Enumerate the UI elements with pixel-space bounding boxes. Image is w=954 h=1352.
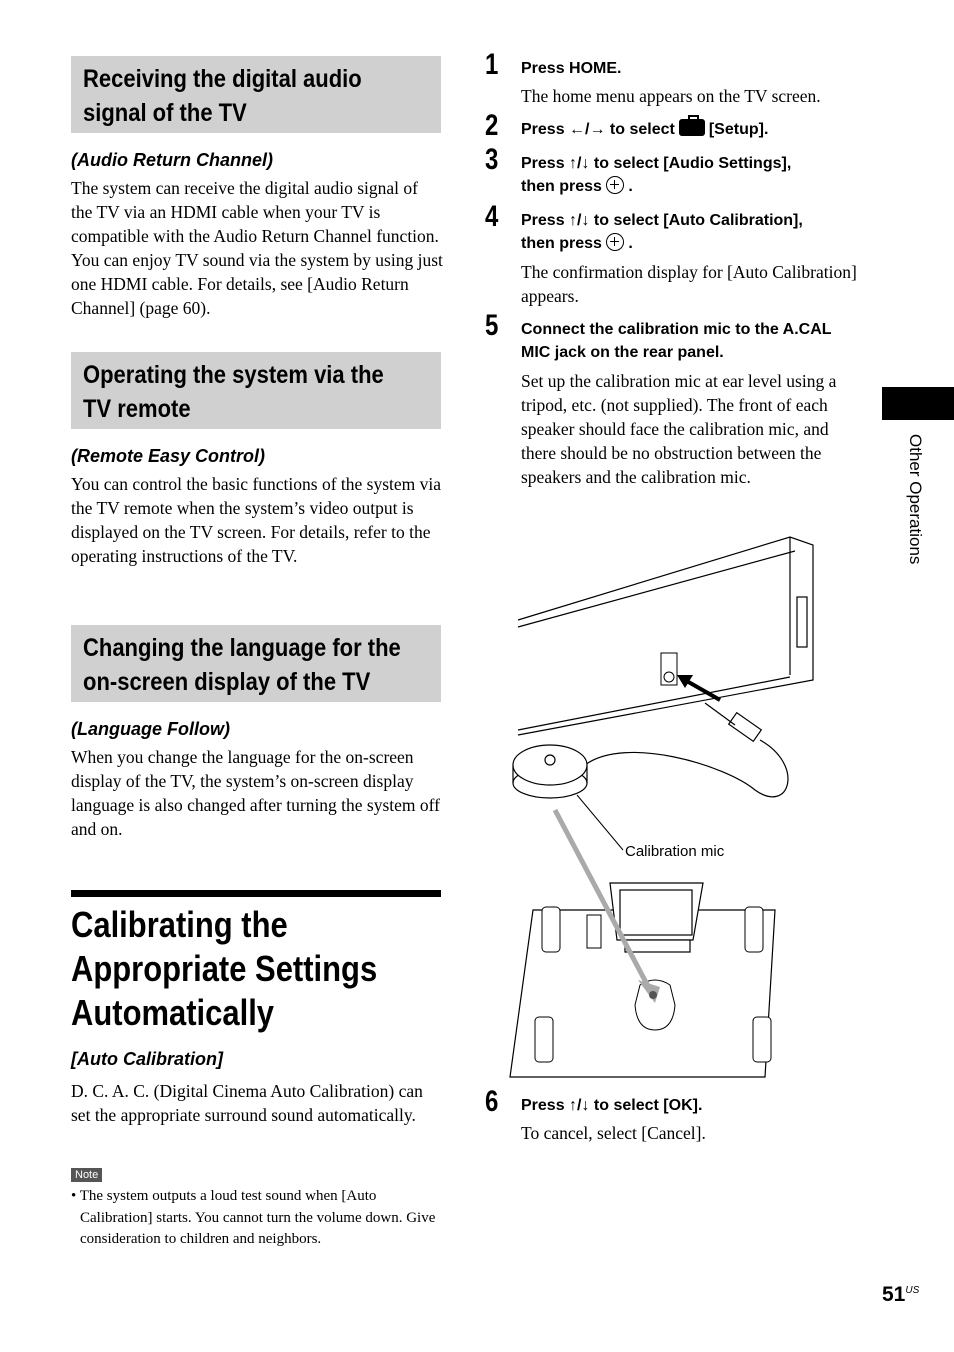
step-body: To cancel, select [Cancel]. bbox=[521, 1123, 706, 1143]
step-number: 3 bbox=[485, 143, 499, 176]
step-heading-line: Press ↑/↓ to select [Auto Calibration], bbox=[521, 212, 803, 229]
section-subtitle: (Remote Easy Control) bbox=[71, 446, 266, 466]
step-body: Set up the calibration mic at ear level using a tripod, etc. (not supplied). The front of each speaker should face the calibration mic, and there should be no obstruction between the speakers and the calibration mic. bbox=[521, 371, 837, 487]
step-heading bbox=[521, 152, 861, 198]
section-heading: Receiving the digital audio signal of the TV bbox=[83, 65, 362, 127]
enter-button-icon bbox=[606, 233, 624, 251]
chapter-tab bbox=[882, 387, 954, 420]
system-unit-illustration bbox=[518, 537, 813, 735]
section-heading: Changing the language for the on-screen display of the TV bbox=[83, 634, 401, 696]
step-heading-text: [Setup]. bbox=[708, 121, 769, 138]
page-region-suffix: US bbox=[905, 1285, 920, 1296]
main-title-block bbox=[71, 890, 441, 1035]
section-body: The system can receive the digital audio signal of the TV via an HDMI cable when your TV is compatible with the Audio Return Channel function. You can enjoy TV sound via the system by using just one HDMI cable. For details, see [Audio Return Channel] (page 60). bbox=[71, 178, 443, 318]
section-body: When you change the language for the on-screen display of the TV, the system’s on-screen display language is also changed after turning the system off and on. bbox=[71, 747, 441, 839]
step-heading bbox=[521, 118, 861, 141]
figure-callout-label: Calibration mic bbox=[625, 843, 725, 860]
section-heading-box bbox=[71, 352, 441, 429]
step-heading-line: then press . bbox=[521, 178, 633, 195]
section-heading-box bbox=[71, 56, 441, 133]
note-badge: Note bbox=[71, 1168, 102, 1182]
step-number: 2 bbox=[485, 109, 499, 142]
jack-panel bbox=[661, 653, 677, 685]
note-text: • The system outputs a loud test sound when [Auto Calibration] starts. You cannot turn the volume down. Give consideration to children and neighbors. bbox=[71, 1188, 436, 1247]
step-heading-text: then press bbox=[521, 178, 602, 195]
step-heading: Connect the calibration mic to the A.CAL MIC jack on the rear panel. bbox=[521, 321, 832, 361]
step-heading-text: Press ←/→ to select bbox=[521, 121, 675, 138]
main-body: D. C. A. C. (Digital Cinema Auto Calibration) can set the appropriate surround sound automatically. bbox=[71, 1081, 423, 1125]
section-heading-box bbox=[71, 625, 441, 702]
page-number bbox=[882, 1283, 919, 1307]
step-heading-line: Press ↑/↓ to select [Audio Settings], bbox=[521, 155, 792, 172]
enter-button-icon bbox=[606, 176, 624, 194]
main-title: Calibrating the Appropriate Settings Automatically bbox=[71, 904, 378, 1033]
section-body: You can control the basic functions of the system via the TV remote when the system’s video output is displayed on the TV screen. For details, refer to the operating instructions of the TV. bbox=[71, 474, 442, 566]
section-subtitle: (Language Follow) bbox=[71, 719, 230, 739]
toolbox-icon bbox=[679, 119, 705, 136]
step-number: 6 bbox=[485, 1085, 499, 1118]
chapter-label: Other Operations bbox=[906, 434, 925, 565]
step-heading-text: then press bbox=[521, 235, 602, 252]
step-heading-line: then press . bbox=[521, 235, 633, 252]
calibration-mic-illustration bbox=[513, 745, 587, 798]
main-subtitle: [Auto Calibration] bbox=[71, 1049, 223, 1069]
step-number: 4 bbox=[485, 200, 499, 233]
step-number: 5 bbox=[485, 309, 499, 342]
section-heading: Operating the system via the TV remote bbox=[83, 361, 384, 423]
step-heading: Press ↑/↓ to select [OK]. bbox=[521, 1097, 703, 1114]
section-subtitle: (Audio Return Channel) bbox=[71, 150, 273, 170]
step-heading bbox=[521, 209, 861, 255]
step-heading: Press HOME. bbox=[521, 60, 622, 77]
calibration-setup-figure bbox=[505, 525, 820, 1085]
page-number-value: 51 bbox=[882, 1283, 906, 1306]
step-body: The home menu appears on the TV screen. bbox=[521, 86, 821, 106]
step-body: The confirmation display for [Auto Calibration] appears. bbox=[521, 262, 857, 306]
step-number: 1 bbox=[485, 48, 499, 81]
